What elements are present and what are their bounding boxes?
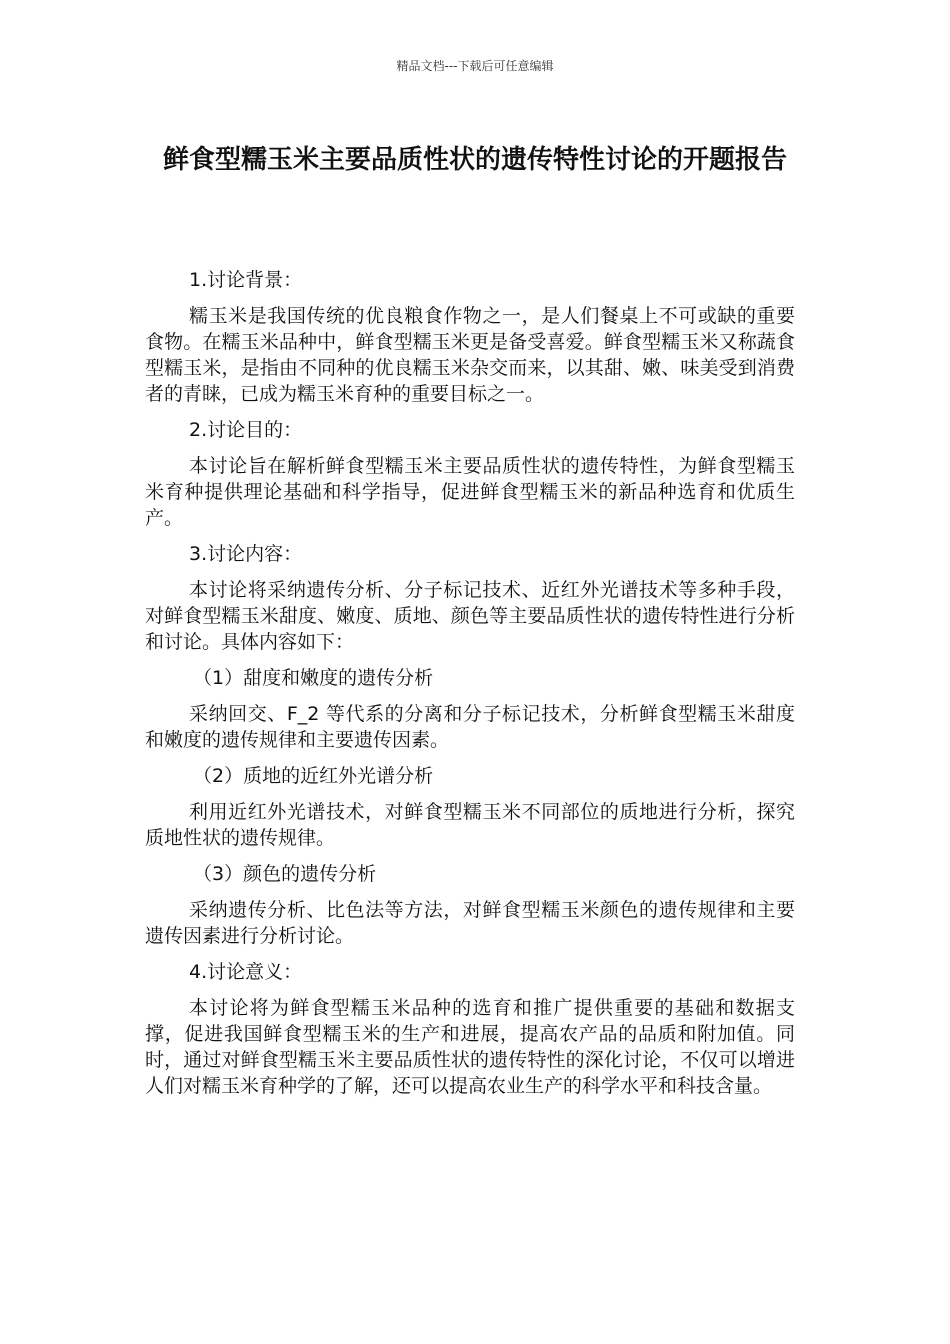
section-paragraph: 本讨论将为鲜食型糯玉米品种的选育和推广提供重要的基础和数据支撑，促进我国鲜食型糯玉米的生产和进展，提高农产品的品质和附加值。同时，通过对鲜食型糯玉米主要品质性状的遗传特性的深化讨论，不仅可以增进人们对糯玉米育种学的了解，还可以提高农业生产的科学水平和科技含量。 xyxy=(145,997,795,1097)
subsection-heading: （1）甜度和嫩度的遗传分析 xyxy=(193,667,434,689)
document-body xyxy=(145,267,795,1109)
section-paragraph: 采纳回交、F_2 等代系的分离和分子标记技术，分析鲜食型糯玉米甜度和嫩度的遗传规律和主要遗传因素。 xyxy=(145,703,795,751)
section-heading: 3.讨论内容： xyxy=(189,543,303,565)
subsection-heading: （2）质地的近红外光谱分析 xyxy=(193,765,434,787)
section-heading: 4.讨论意义： xyxy=(189,961,303,983)
section-heading: 2.讨论目的： xyxy=(189,419,303,441)
section-paragraph: 本讨论旨在解析鲜食型糯玉米主要品质性状的遗传特性，为鲜食型糯玉米育种提供理论基础和科学指导，促进鲜食型糯玉米的新品种选育和优质生产。 xyxy=(145,455,795,529)
section-paragraph: 采纳遗传分析、比色法等方法，对鲜食型糯玉米颜色的遗传规律和主要遗传因素进行分析讨论。 xyxy=(145,899,795,947)
section-paragraph: 利用近红外光谱技术，对鲜食型糯玉米不同部位的质地进行分析，探究质地性状的遗传规律。 xyxy=(145,801,795,849)
subsection-heading: （3）颜色的遗传分析 xyxy=(193,863,377,885)
section-paragraph: 糯玉米是我国传统的优良粮食作物之一，是人们餐桌上不可或缺的重要食物。在糯玉米品种中，鲜食型糯玉米更是备受喜爱。鲜食型糯玉米又称蔬食型糯玉米，是指由不同种的优良糯玉米杂交而来，以其甜、嫩、味美受到消费者的青睐，已成为糯玉米育种的重要目标之一。 xyxy=(145,305,795,405)
section-heading: 1.讨论背景： xyxy=(189,269,303,291)
document-title: 鲜食型糯玉米主要品质性状的遗传特性讨论的开题报告 xyxy=(162,145,787,175)
section-paragraph: 本讨论将采纳遗传分析、分子标记技术、近红外光谱技术等多种手段，对鲜食型糯玉米甜度、嫩度、质地、颜色等主要品质性状的遗传特性进行分析和讨论。具体内容如下： xyxy=(145,579,795,653)
page-header: 精品文档---下载后可任意编辑 xyxy=(396,59,554,73)
